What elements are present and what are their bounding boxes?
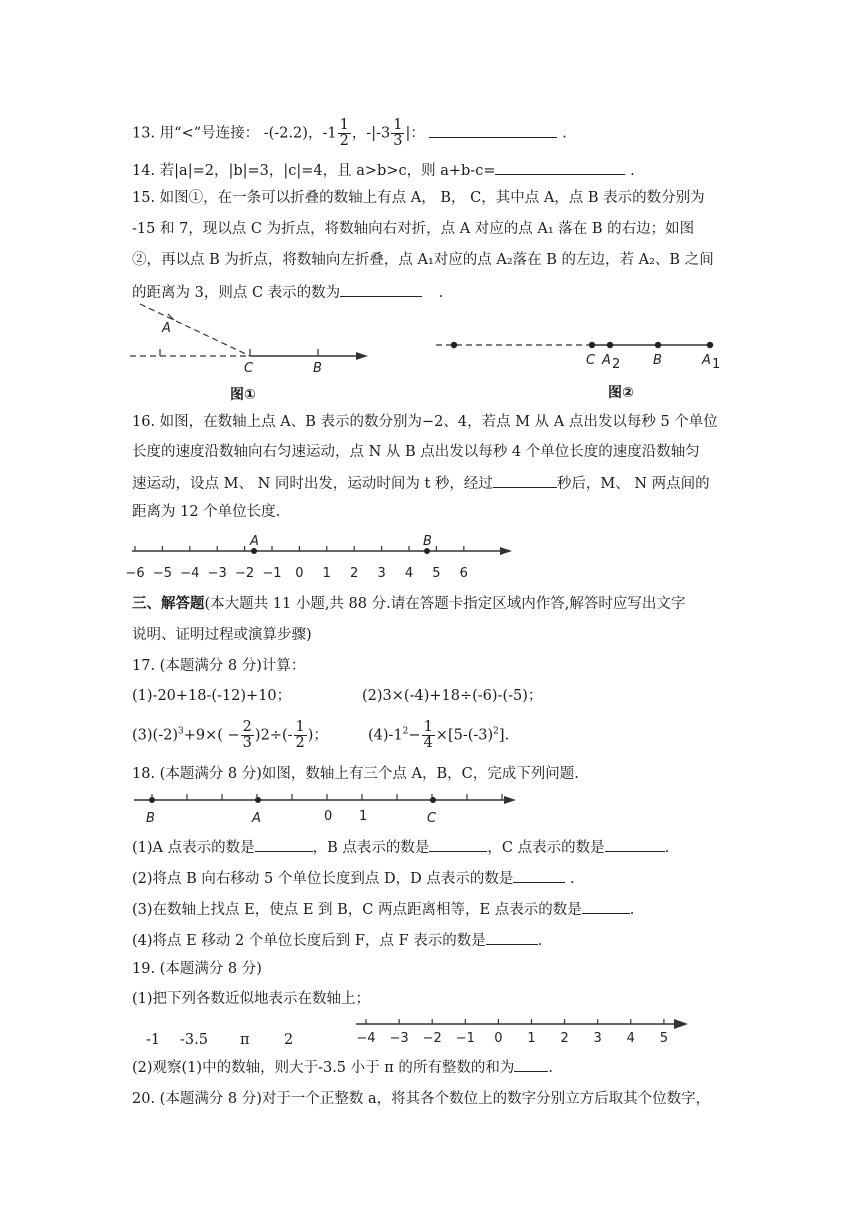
q18-label-A: A [252, 811, 261, 826]
answer-blank-q18-1a[interactable] [255, 836, 313, 852]
q17-part-4: $(4)-1^2-$ $\frac{1}{4}$ $\times[5-(-3)^2]$. [368, 719, 510, 751]
fraction: $\frac{1}{2}$ [339, 117, 349, 149]
q15-figure-1 [130, 304, 390, 384]
q15-line-3: ②，再以点 B 为折点，将数轴向左折叠，点 A₁对应的点 A₂落在 B 的左边，若 A₂、B 之间 [132, 252, 714, 268]
fig1-label-A: A [162, 321, 171, 336]
svg-text:2: 2 [612, 357, 621, 372]
q18-label-B: B [146, 811, 155, 826]
fig2-label-B: B [653, 353, 662, 368]
q16-label-A: A [250, 534, 259, 549]
q19-head: 19. (本题满分 8 分) [132, 961, 262, 977]
q17-part-1: (1)-20+18-(-12)+10； [132, 688, 292, 704]
q16-tick-label: 4 [404, 566, 414, 581]
q19-sub-1: (1)把下列各数近似地表示在数轴上； [132, 991, 371, 1007]
q16-tick-label: 5 [432, 566, 441, 581]
q18-sub-3: (3)在数轴上找点 E，使点 E 到 B，C 两点距离相等，E 点表示的数是 . [132, 898, 634, 920]
q19-tick-label: 0 [494, 1031, 503, 1046]
q16-label-B: B [423, 534, 432, 549]
fig2-caption: 图② [608, 385, 634, 401]
answer-blank-q18-1b[interactable] [429, 836, 487, 852]
q18-sub-4: (4)将点 E 移动 2 个单位长度后到 F，点 F 表示的数是 . [132, 929, 542, 951]
answer-blank-q18-2[interactable] [513, 867, 565, 883]
q19-num-1: -1 [146, 1032, 161, 1048]
fig1-caption: 图① [230, 387, 256, 403]
q16-tick-label: 6 [459, 566, 468, 581]
q16-tick-label: 2 [350, 566, 359, 581]
q17-part-2: (2)3×(-4)+18÷(-6)-(-5)； [362, 688, 543, 704]
q19-tick-label: −4 [356, 1031, 376, 1046]
q15-line-2: -15 和 7，现以点 C 为折点，将数轴向右对折，点 A 对应的点 A₁ 落在 B 的右边；如图 [132, 221, 695, 237]
q18-label-0: 0 [324, 809, 333, 824]
q19-num-4: 2 [284, 1032, 294, 1048]
section-3-desc: 说明、证明过程或演算步骤) [132, 627, 312, 643]
fig1-label-C: C [244, 361, 254, 376]
q19-number-line[interactable] [356, 1012, 696, 1062]
q16-line-3: 速运动，设点 M、 N 同时出发，运动时间为 t 秒，经过 秒后，M、 N 两点间的 [132, 472, 710, 494]
q16-tick-label: −3 [207, 566, 227, 581]
fig1-label-B: B [313, 361, 322, 376]
q18-label-1: 1 [359, 809, 368, 824]
q16-tick-label: −4 [180, 566, 200, 581]
q16-tick-label: 1 [322, 566, 331, 581]
q15-line-1: 15. 如图①，在一条可以折叠的数轴上有点 A， B， C，其中点 A，点 B 表示的数分别为 [132, 190, 705, 206]
answer-blank-q13[interactable] [429, 122, 557, 138]
svg-text:1: 1 [712, 357, 721, 372]
q19-tick-label: 1 [527, 1031, 536, 1046]
q15-line-4: 的距离为 3，则点 C 表示的数为 . [132, 281, 443, 303]
q19-num-2: -3.5 [180, 1032, 208, 1048]
q19-tick-label: −2 [422, 1031, 442, 1046]
q14-line: 14. 若|a|=2，|b|=3，|c|=4，且 a>b>c，则 a+b-c= . [132, 159, 635, 181]
q16-tick-label: −2 [235, 566, 255, 581]
q19-tick-label: 5 [659, 1031, 669, 1046]
q13-line: 13. 用“<”号连接： -(-2.2)，-1 $\frac{1}{2}$ ，-|-3 $\frac{1}{3}$ |： . [132, 117, 567, 149]
q19-sub-2: (2)观察(1)中的数轴，则大于-3.5 小于 π 的所有整数的和为 . [132, 1056, 553, 1078]
fig2-label-C: C [586, 353, 596, 368]
q17-head: 17. (本题满分 8 分)计算： [132, 658, 306, 674]
q19-tick-label: 2 [560, 1031, 569, 1046]
q16-tick-label: −6 [125, 566, 145, 581]
q16-tick-label: −5 [152, 566, 172, 581]
q15-figure-2 [436, 330, 736, 390]
q18-sub-1: (1)A 点表示的数是 ，B 点表示的数是 ，C 点表示的数是 . [132, 836, 669, 858]
q19-tick-label: 4 [626, 1031, 635, 1046]
fig2-label-A2: A [602, 353, 611, 368]
q16-tick-label: 3 [377, 566, 386, 581]
q16-tick-label: 0 [295, 566, 304, 581]
q16-line-2: 长度的速度沿数轴向右匀速运动，点 N 从 B 点出发以每秒 4 个单位长度的速度沿数轴匀 [132, 444, 700, 460]
q16-line-1: 16. 如图，在数轴上点 A、B 表示的数分别为−2、4，若点 M 从 A 点出发以每秒 5 个单位 [132, 414, 718, 430]
q18-sub-2: (2)将点 B 向右移动 5 个单位长度到点 D，D 点表示的数是 . [132, 867, 575, 889]
q16-number-line [125, 534, 532, 585]
answer-blank-q18-4[interactable] [486, 929, 538, 945]
q19-tick-label: −1 [455, 1031, 475, 1046]
q20-line-1: 20. (本题满分 8 分)对于一个正整数 a，将其各个数位上的数字分别立方后取其个位数字， [132, 1091, 711, 1107]
q19-tick-label: 3 [593, 1031, 602, 1046]
answer-blank-q16[interactable] [493, 472, 557, 488]
q18-number-line [134, 790, 534, 830]
fraction: $\frac{1}{3}$ [393, 117, 403, 149]
q18-label-C: C [427, 811, 437, 826]
q19-num-3: π [240, 1032, 250, 1048]
answer-blank-q15[interactable] [340, 281, 422, 297]
q18-head: 18. (本题满分 8 分)如图，数轴上有三个点 A，B，C，完成下列问题. [132, 766, 579, 782]
answer-blank-q19[interactable] [514, 1056, 548, 1072]
section-3-header: 三、解答题(本大题共 11 小题,共 88 分.请在答题卡指定区域内作答,解答时应写出文字 [132, 595, 686, 612]
q16-tick-label: −1 [262, 566, 282, 581]
q17-part-3: $(3)(-2)^3+9\times$( − $\frac{2}{3}$ )2÷(- $\frac{1}{2}$ )； [132, 719, 328, 751]
q19-tick-label: −3 [389, 1031, 409, 1046]
answer-blank-q18-1c[interactable] [605, 836, 665, 852]
fig2-label-A1: A [702, 353, 711, 368]
answer-blank-q18-3[interactable] [582, 898, 630, 914]
answer-blank-q14[interactable] [495, 159, 625, 175]
q16-line-4: 距离为 12 个单位长度. [132, 504, 281, 520]
